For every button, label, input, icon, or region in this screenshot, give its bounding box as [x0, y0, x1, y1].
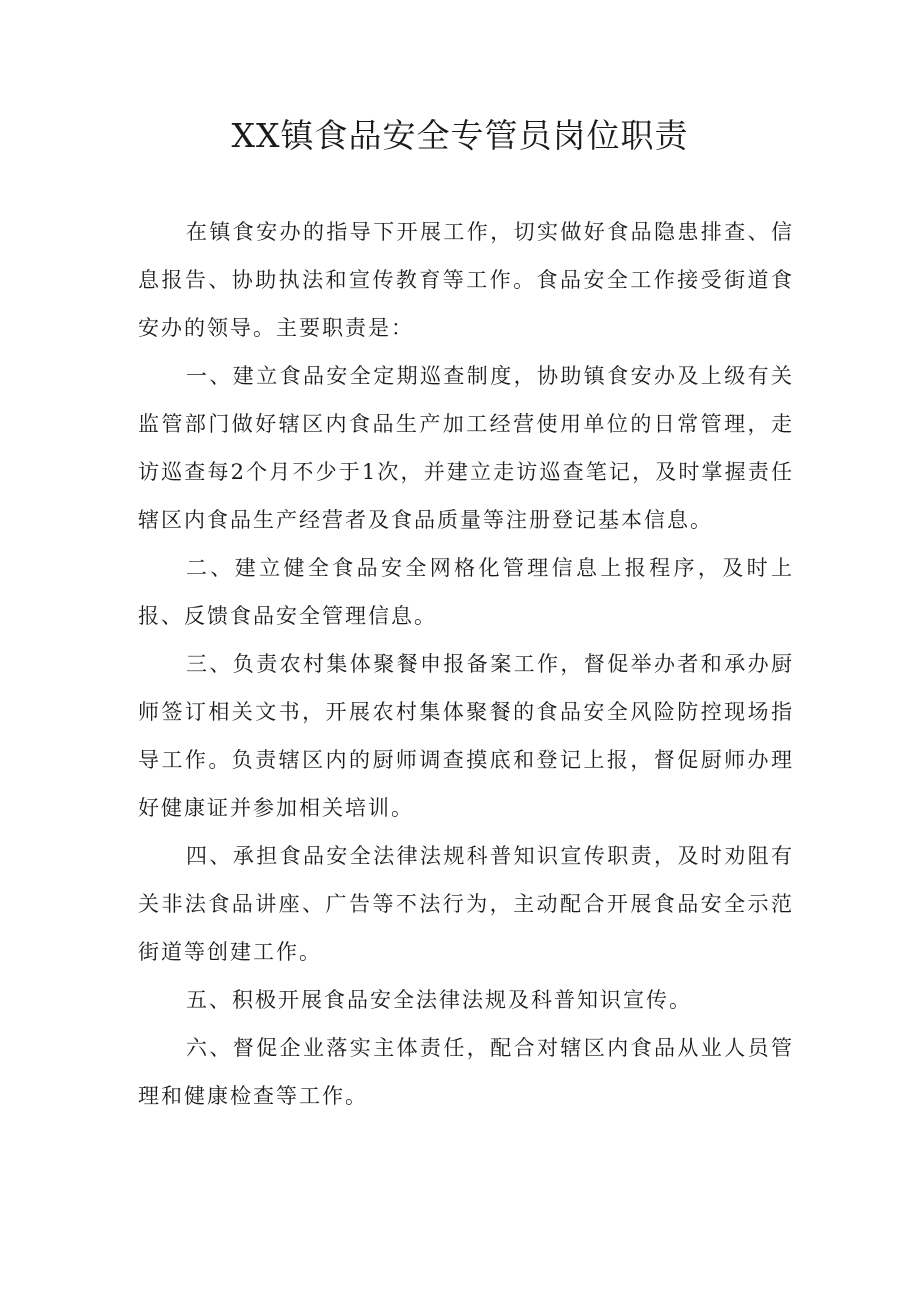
paragraph-duty-5: 五、积极开展食品安全法律法规及科普知识宣传。 [186, 988, 692, 1012]
paragraph-duty-1: 一、建立食品安全定期巡查制度，协助镇食安办及上级有关监管部门做好辖区内食品生产加工经营使用单位的日常管理，走访巡查每2个月不少于1次，并建立走访巡查笔记，及时掌握责任辖区内食品生产经营者及食品质量等注册登记基本信息。 [138, 364, 794, 532]
paragraph-duty-3: 三、负责农村集体聚餐申报备案工作，督促举办者和承办厨师签订相关文书，开展农村集体聚餐的食品安全风险防控现场指导工作。负责辖区内的厨师调查摸底和登记上报，督促厨师办理好健康证并参加相关培训。 [138, 652, 794, 820]
paragraph-duty-2: 二、建立健全食品安全网格化管理信息上报程序，及时上报、反馈食品安全管理信息。 [138, 556, 794, 628]
paragraph-duty-4: 四、承担食品安全法律法规科普知识宣传职责，及时劝阻有关非法食品讲座、广告等不法行为，主动配合开展食品安全示范街道等创建工作。 [138, 844, 794, 964]
document-body [138, 208, 794, 1120]
paragraph-intro: 在镇食安办的指导下开展工作，切实做好食品隐患排查、信息报告、协助执法和宣传教育等工作。食品安全工作接受街道食安办的领导。主要职责是： [138, 220, 794, 340]
document-title: XX镇食品安全专管员岗位职责 [231, 116, 689, 155]
paragraph-duty-6: 六、督促企业落实主体责任，配合对辖区内食品从业人员管理和健康检查等工作。 [138, 1036, 794, 1108]
